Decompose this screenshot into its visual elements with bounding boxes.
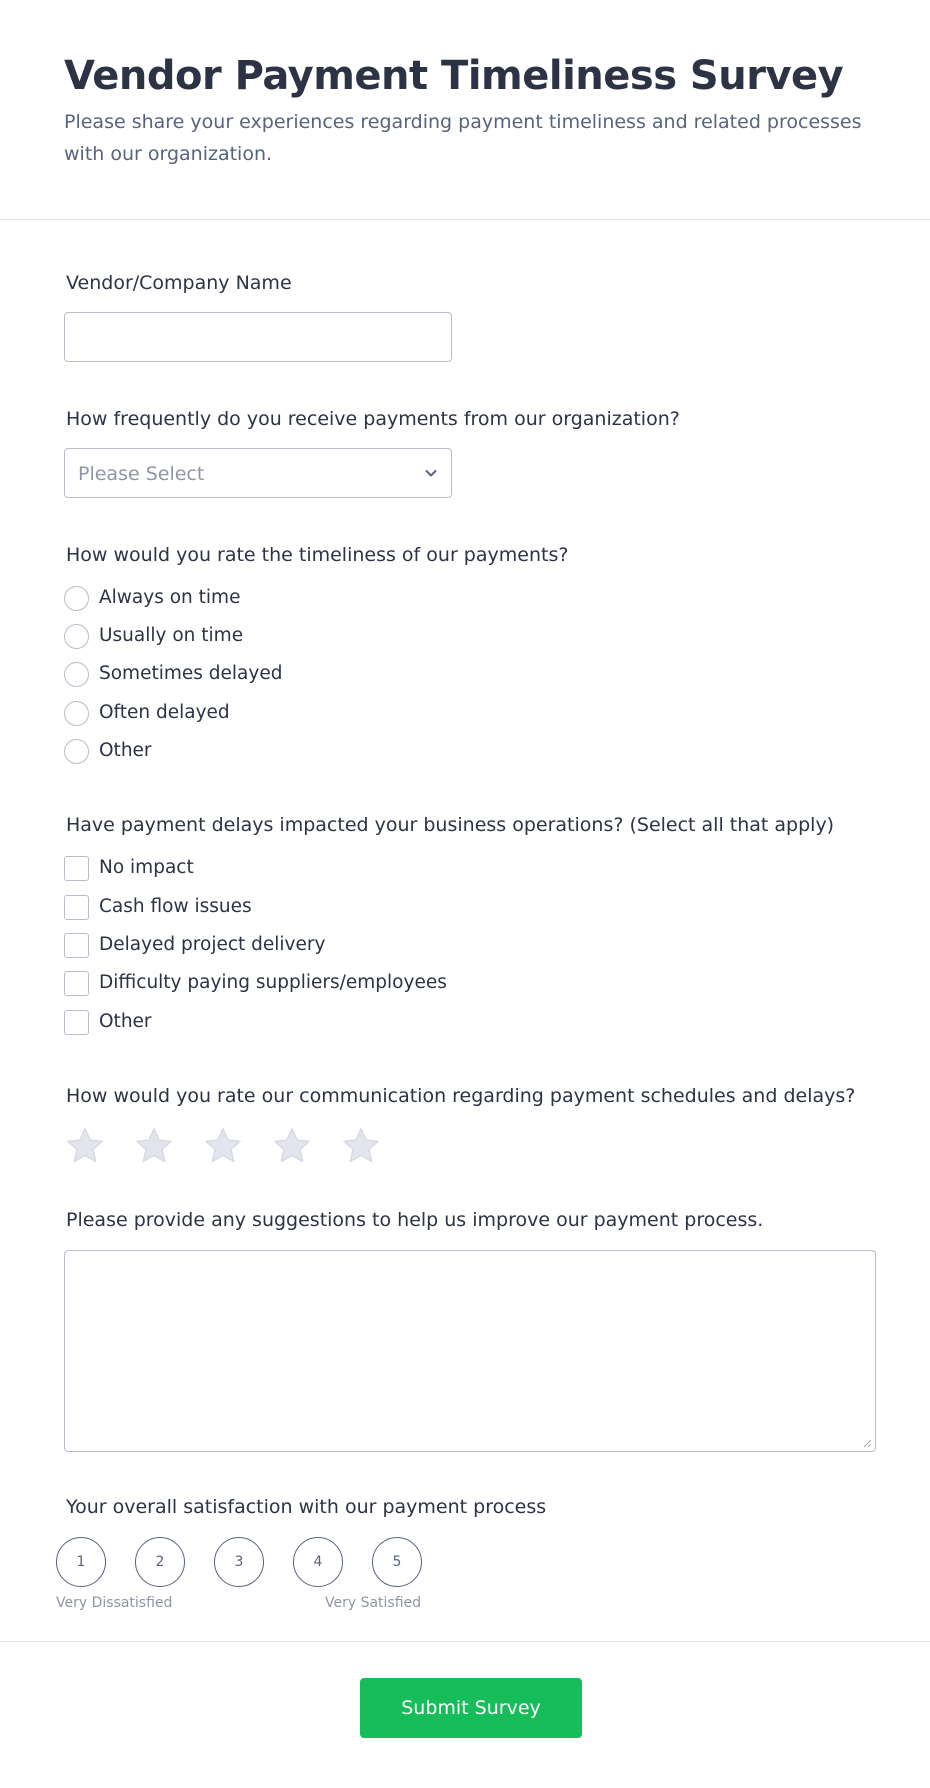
checkbox[interactable] [64,1010,89,1035]
star-rating [64,1125,409,1167]
impact-label: Have payment delays impacted your business operations? (Select all that apply) [66,814,835,836]
timeliness-option-label: Always on time [99,587,241,608]
impact-option-label: Other [99,1011,152,1032]
star-icon[interactable] [64,1125,106,1167]
timeliness-option-label: Usually on time [99,625,244,646]
impact-option-label: Cash flow issues [99,896,252,917]
scale-option-5[interactable]: 5 [372,1537,422,1587]
impact-option[interactable] [64,855,194,881]
radio-button[interactable] [64,586,89,611]
timeliness-option[interactable] [64,738,152,764]
communication-label: How would you rate our communication regarding payment schedules and delays? [66,1085,856,1107]
suggestions-label: Please provide any suggestions to help us improve our payment process. [66,1209,764,1231]
radio-button[interactable] [64,739,89,764]
form-title: Vendor Payment Timeliness Survey [64,53,844,99]
timeliness-option-label: Sometimes delayed [99,663,283,684]
chevron-down-icon [423,465,439,481]
form-subtitle: Please share your experiences regarding payment timeliness and related processes with our organization. [64,111,862,165]
resize-grip-icon[interactable] [862,1438,872,1448]
frequency-select[interactable] [64,448,452,498]
timeliness-label: How would you rate the timeliness of our payments? [66,544,569,566]
scale-option-1[interactable]: 1 [56,1537,106,1587]
timeliness-option[interactable] [64,700,230,726]
submit-button[interactable]: Submit Survey [360,1678,582,1738]
checkbox[interactable] [64,895,89,920]
star-icon[interactable] [271,1125,313,1167]
scale-option-2[interactable]: 2 [135,1537,185,1587]
checkbox[interactable] [64,933,89,958]
footer-divider [0,1641,930,1642]
checkbox[interactable] [64,971,89,996]
timeliness-option[interactable] [64,623,243,649]
impact-option[interactable] [64,1009,152,1035]
checkbox[interactable] [64,856,89,881]
form-header [0,0,930,220]
impact-option[interactable] [64,970,447,996]
timeliness-option[interactable] [64,661,282,687]
radio-button[interactable] [64,701,89,726]
impact-option[interactable] [64,932,325,958]
suggestions-textarea[interactable] [64,1250,876,1452]
scale-low-label: Very Dissatisfied [56,1595,173,1611]
frequency-placeholder: Please Select [78,463,205,485]
frequency-label: How frequently do you receive payments from our organization? [66,408,680,430]
timeliness-option-label: Often delayed [99,702,230,723]
timeliness-option-label: Other [99,740,152,761]
radio-button[interactable] [64,624,89,649]
vendor-name-label: Vendor/Company Name [66,272,292,294]
impact-option-label: Delayed project delivery [99,934,326,955]
impact-option-label: Difficulty paying suppliers/employees [99,972,447,993]
vendor-name-input[interactable] [64,312,452,362]
scale-option-3[interactable]: 3 [214,1537,264,1587]
satisfaction-scale [56,1537,451,1587]
radio-button[interactable] [64,662,89,687]
impact-option[interactable] [64,894,252,920]
impact-option-label: No impact [99,857,194,878]
star-icon[interactable] [202,1125,244,1167]
timeliness-option[interactable] [64,585,240,611]
star-icon[interactable] [340,1125,382,1167]
star-icon[interactable] [133,1125,175,1167]
satisfaction-label: Your overall satisfaction with our payment process [66,1496,547,1518]
scale-option-4[interactable]: 4 [293,1537,343,1587]
scale-high-label: Very Satisfied [325,1595,422,1611]
